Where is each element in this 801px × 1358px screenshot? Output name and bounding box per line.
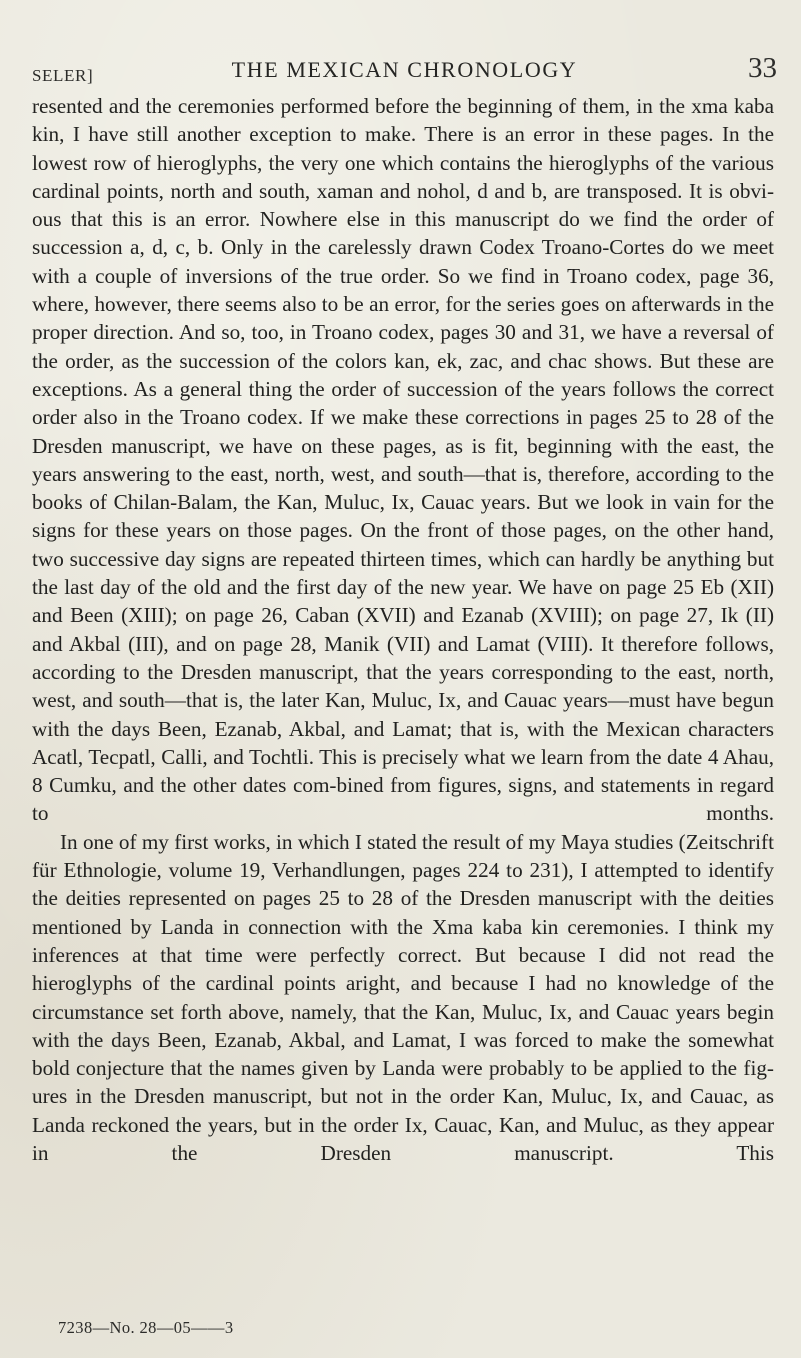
text-line: So we find in Troano codex, page 36, where, however, there seems also xyxy=(32,263,774,317)
text-line: look in vain for the signs for these years on those pages. On the front xyxy=(32,490,774,543)
text-line: Kan, Muluc, Ix, and Cauac years begin with the days Been, Ezanab, xyxy=(32,999,775,1052)
text-line: we learn from the date 4 Ahau, 8 Cumku, and the other dates com- xyxy=(32,744,775,798)
text-line: to be an error, for the series goes on afterwards in the proper direction. xyxy=(32,292,775,345)
text-line: and Cauac, as Landa reckoned the years, but in the order Ix, Cauac, xyxy=(32,1084,775,1137)
text-line: books of Chilan-Balam, the Kan, Muluc, Ix, Cauac years. But we xyxy=(32,490,600,515)
header-author: SELER] xyxy=(32,66,94,85)
printer-signature: 7238—No. 28—05——3 xyxy=(58,1318,234,1337)
text-line: Landa in connection with the Xma kaba kin ceremonies. I think my xyxy=(160,914,775,939)
text-line: old and the first day of the new year. We have on page 25 Eb (XII) xyxy=(193,575,774,600)
text-line: the east, north, west, and south—that is, therefore, according to the xyxy=(198,461,775,486)
text-line: characters Acatl, Tecpatl, Calli, and Tochtli. This is precisely what xyxy=(32,716,775,769)
text-line: of those pages, on the other hand, two successive day signs are repeated xyxy=(32,518,775,571)
text-line: And so, too, in Troano codex, pages 30 and 31, we have a reversal of the xyxy=(32,320,774,373)
text-line: the days Been, Ezanab, Akbal, and Lamat; that is, with the Mexican xyxy=(77,716,681,741)
text-line: Kan, and Muluc, as they appear in the Dresden manuscript. This xyxy=(32,1112,775,1165)
text-line: 224 to 231), I attempted to identify the deities represented on pages xyxy=(32,858,775,911)
text-line: thirteen times, which can hardly be anything but the last day of the xyxy=(32,546,774,600)
text-line: resented and the ceremonies performed before the beginning of them, xyxy=(32,94,631,118)
paragraph-1 xyxy=(32,92,774,828)
text-line: one which contains the hieroglyphs of the various cardinal points, xyxy=(32,150,775,203)
text-line: ures in the Dresden manuscript, but not in the order Kan, Muluc, Ix, xyxy=(32,1084,644,1109)
page-number: 33 xyxy=(748,52,777,84)
text-line: bined from figures, signs, and statements in regard to months. xyxy=(32,773,774,826)
header-title: THE MEXICAN CHRONOLOGY xyxy=(231,57,578,82)
text-line: these are exceptions. As a general thing the order of succession of the xyxy=(32,348,775,401)
paragraph-2 xyxy=(32,828,774,1168)
text-line: (VIII). It therefore follows, according to the Dresden manuscript, xyxy=(32,631,774,684)
text-line: that the years corresponding to the east, north, west, and south—that xyxy=(32,659,774,713)
text-line: ous that this is an error. Nowhere else in this manuscript do we find xyxy=(32,207,658,232)
text-line: on these pages, as is fit, beginning with the east, the years answering to xyxy=(32,433,774,486)
text-line: is an error in these pages. In the lowest row of hieroglyphs, the very xyxy=(32,122,775,175)
text-line: inferences at that time were perfectly correct. But because I did not xyxy=(32,942,686,967)
text-line: in the xma kaba kin, I have still another exception to make. There xyxy=(32,94,775,147)
text-line: and Been (XIII); on page 26, Caban (XVII) and Ezanab (XVIII); on xyxy=(32,603,632,628)
text-line: page 27, Ik (II) and Akbal (III), and on page 28, Manik (VII) and Lamat xyxy=(32,603,774,656)
text-line: years follows the correct order also in the Troano codex. If we make xyxy=(32,376,775,430)
body-text xyxy=(32,92,774,1167)
text-line: Akbal, and Lamat, I was forced to make the somewhat bold conjecture xyxy=(32,1027,774,1081)
text-line: 25 to 28 of the Dresden manuscript with the deities mentioned by xyxy=(32,886,774,939)
text-line: order, as the succession of the colors kan, ek, zac, and chac shows. But xyxy=(65,348,691,373)
text-line: the order of succession a, d, c, b. Only in the carelessly drawn Codex xyxy=(32,207,774,260)
text-line: is, the later Kan, Muluc, Ix, and Cauac years—must have begun with xyxy=(32,688,774,741)
text-line: north and south, xaman and nohol, d and b, are transposed. It is obvi- xyxy=(170,178,774,203)
text-line: read the hieroglyphs of the cardinal points aright, and because I had xyxy=(32,942,775,996)
text-line: In one of my first works, in which I stated the result of my Maya xyxy=(60,829,610,854)
text-line: these corrections in pages 25 to 28 of the Dresden manuscript, we have xyxy=(32,405,774,458)
text-line: no knowledge of the circumstance set forth above, namely, that the xyxy=(32,971,775,1024)
text-line: Troano-Cortes do we meet with a couple of inversions of the true order. xyxy=(32,235,774,288)
running-head xyxy=(32,52,777,92)
text-line: studies (Zeitschrift für Ethnologie, volume 19, Verhandlungen, pages xyxy=(32,829,774,883)
text-line: that the names given by Landa were probably to be applied to the fig- xyxy=(170,1056,774,1081)
